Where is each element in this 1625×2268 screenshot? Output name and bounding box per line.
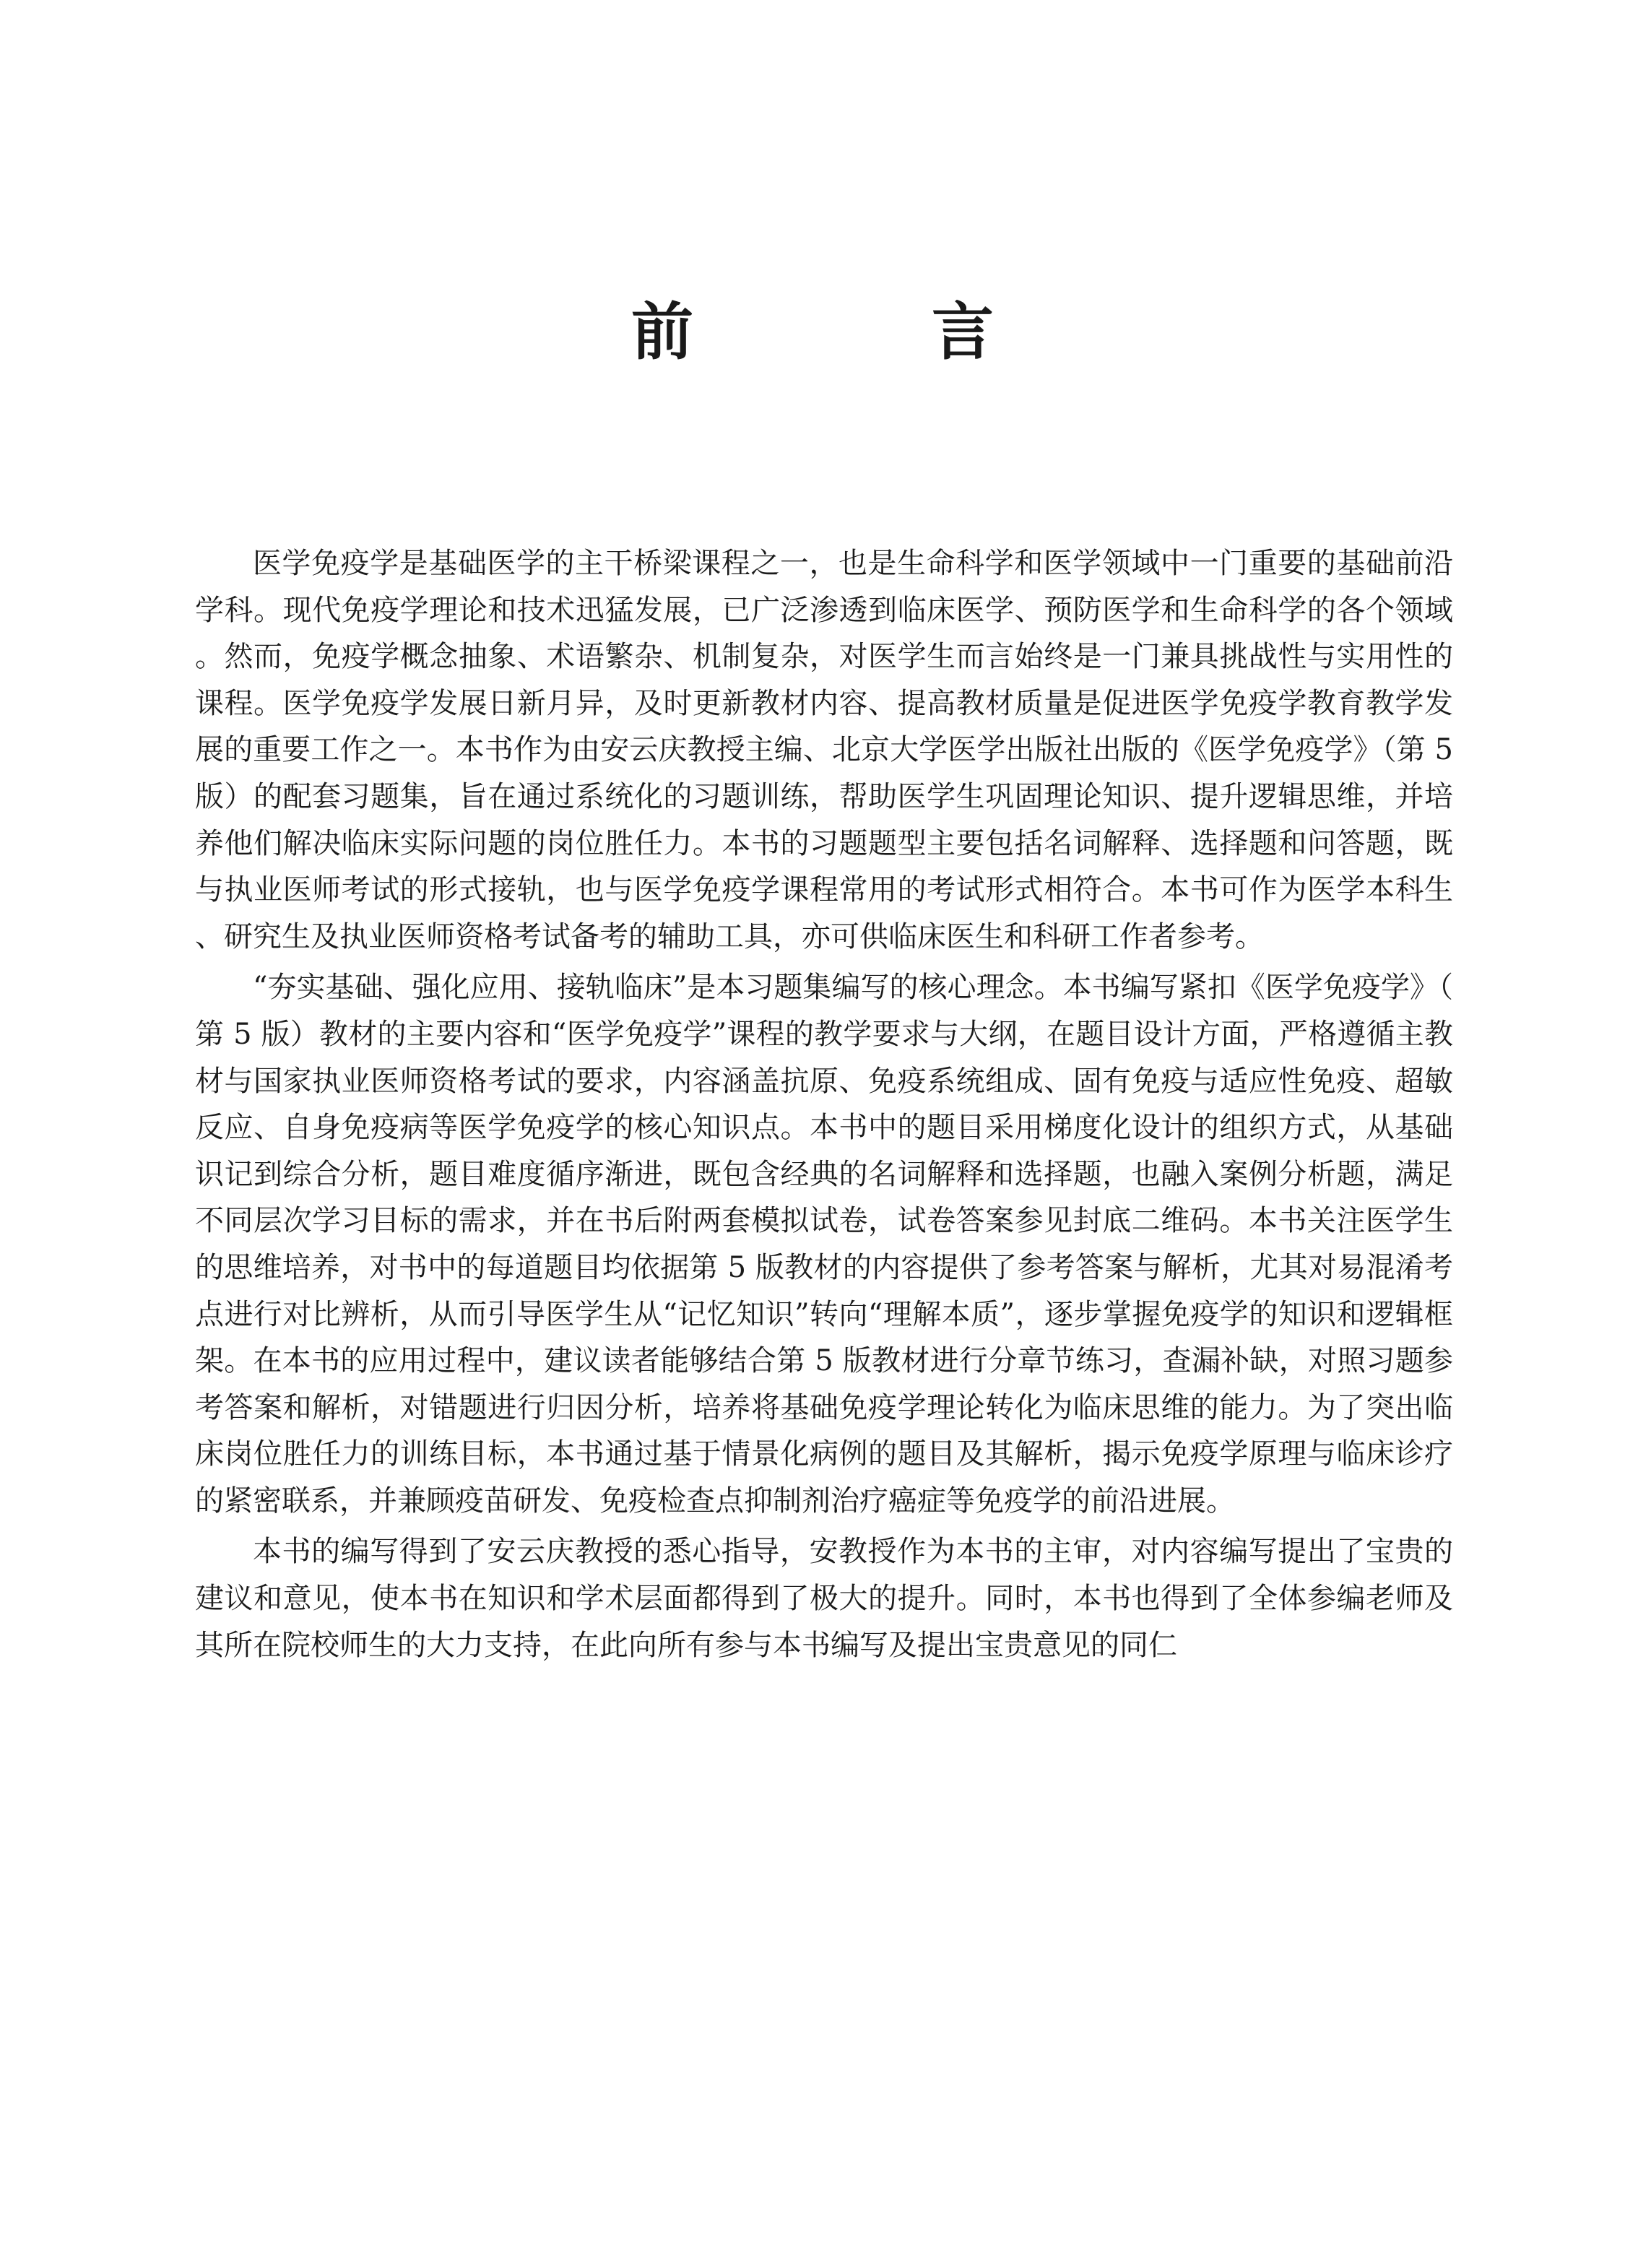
page-title: 前 言 [631, 296, 1102, 368]
preface-body [195, 540, 1453, 1668]
paragraph-3: 本书的编写得到了安云庆教授的悉心指导，安教授作为本书的主审，对内容编写提出了宝贵的建议和意见，使本书在知识和学术层面都得到了极大的提升。同时，本书也得到了全体参编老师及其所在院校师生的大力支持，在此向所有参与本书编写及提出宝贵意见的同仁 [195, 1535, 1453, 1662]
paragraph-1: 医学免疫学是基础医学的主干桥梁课程之一，也是生命科学和医学领域中一门重要的基础前沿学科。现代免疫学理论和技术迅猛发展，已广泛渗透到临床医学、预防医学和生命科学的各个领域。然而，免疫学概念抽象、术语繁杂、机制复杂，对医学生而言始终是一门兼具挑战性与实用性的课程。医学免疫学发展日新月异，及时更新教材内容、提高教材质量是促进医学免疫学教育教学发展的重要工作之一。本书作为由安云庆教授主编、北京大学医学出版社出版的《医学免疫学》（第 5 版）的配套习题集，旨在通过系统化的习题训练，帮助医学生巩固理论知识、提升逻辑思维，并培养他们解决临床实际问题的岗位胜任力。本书的习题题型主要包括名词解释、选择题和问答题，既与执业医师考试的形式接轨，也与医学免疫学课程常用的考试形式相符合。本书可作为医学本科生、研究生及执业医师资格考试备考的辅助工具，亦可供临床医生和科研工作者参考。 [195, 547, 1453, 953]
paragraph-2: “夯实基础、强化应用、接轨临床”是本习题集编写的核心理念。本书编写紧扣《医学免疫学》（第 5 版）教材的主要内容和“医学免疫学”课程的教学要求与大纲，在题目设计方面，严格遵循主教材与国家执业医师资格考试的要求，内容涵盖抗原、免疫系统组成、固有免疫与适应性免疫、超敏反应、自身免疫病等医学免疫学的核心知识点。本书中的题目采用梯度化设计的组织方式，从基础识记到综合分析，题目难度循序渐进，既包含经典的名词解释和选择题，也融入案例分析题，满足不同层次学习目标的需求，并在书后附两套模拟试卷，试卷答案参见封底二维码。本书关注医学生的思维培养，对书中的每道题目均依据第 5 版教材的内容提供了参考答案与解析，尤其对易混淆考点进行对比辨析，从而引导医学生从“记忆知识”转向“理解本质”，逐步掌握免疫学的知识和逻辑框架。在本书的应用过程中，建议读者能够结合第 5 版教材进行分章节练习，查漏补缺，对照习题参考答案和解析，对错题进行归因分析，培养将基础免疫学理论转化为临床思维的能力。为了突出临床岗位胜任力的训练目标，本书通过基于情景化病例的题目及其解析，揭示免疫学原理与临床诊疗的紧密联系，并兼顾疫苗研发、免疫检查点抑制剂治疗癌症等免疫学的前沿进展。 [195, 971, 1453, 1518]
